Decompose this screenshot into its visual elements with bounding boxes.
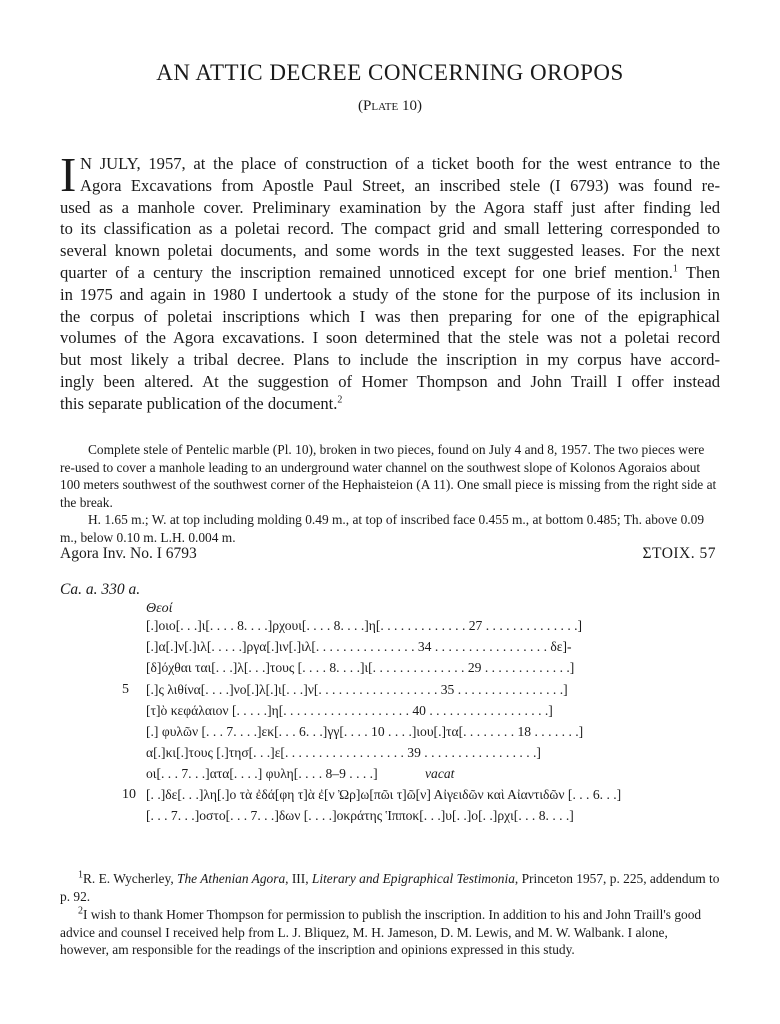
intro-line: several known poletai documents, and some words in the text suggested leases. For the next <box>60 241 720 261</box>
line-number-5: 5 <box>122 682 129 697</box>
footnote-1-text <box>60 870 720 905</box>
intro-line: used as a manhole cover. Preliminary examination by the Agora staff just after finding led <box>60 197 720 217</box>
intro-line-text: this separate publication of the document. <box>60 393 338 413</box>
intro-line <box>60 393 720 415</box>
intro-line-tail: Then <box>677 262 720 282</box>
inscription-line: [.]ς λιθίνα[. . . .]νο[.]λ[.]ι[. . .]ν[. . . . . . . . . . . . . . . . . . 35 . . . . . . . . . . . . . . . .] <box>146 682 568 697</box>
footnote-1-author: R. E. Wycherley, <box>83 871 178 886</box>
intro-line: to its classification as a poletai record. The compact grid and small lettering corresponded to <box>60 219 720 239</box>
line-number-10: 10 <box>122 787 136 802</box>
inscription-line: [.] φυλῶν [. . . 7. . . .]εκ[. . . 6. . .]γγ[. . . . 10 . . . .]ιου[.]τα[. . . . . . . . 18 . . . . . . .] <box>146 724 584 739</box>
footnote-1-number: 1 <box>78 869 83 881</box>
intro-line-text: quarter of a century the inscription remained unnoticed except for one brief mention. <box>60 262 673 282</box>
footnote-1-pages: , Princeton 1957, p. 225, addendum to p. 92. <box>60 871 720 904</box>
footnote-2 <box>60 906 720 959</box>
inscription-heading: Θεοί <box>146 601 173 616</box>
footnote-ref-2[interactable]: 2 <box>337 394 343 406</box>
intro-line: but most likely a tribal decree. Plans to include the inscription in my corpus have accord- <box>60 350 720 370</box>
inventory-number: Agora Inv. No. I 6793 <box>60 545 197 562</box>
inscription-line: οι[. . . 7. . .]ατα[. . . .] φυλη[. . . . 8–9 . . . .] <box>146 766 378 781</box>
inscription-line: [.]α[.]ν[.]ιλ[. . . . .]ργα[.]ιν[.]ιλ[. . . . . . . . . . . . . . . 34 . . . . . . . . . . . . . . . . . δε]- <box>146 639 572 654</box>
vacat-mark: vacat <box>425 766 455 781</box>
intro-line: in 1975 and again in 1980 I undertook a study of the stone for the purpose of its inclusion in <box>60 284 720 304</box>
intro-line: N JULY, 1957, at the place of construction of a ticket booth for the west entrance to the <box>80 154 720 173</box>
article-title: AN ATTIC DECREE CONCERNING OROPOS <box>156 60 624 85</box>
intro-line: the corpus of poletai inscriptions which I was then preparing for one of the epigraphical <box>60 306 720 326</box>
drop-cap: I <box>60 147 77 202</box>
inscription-line: [. . . 7. . .]οστο[. . . 7. . .]δων [. . . .]οκράτης Ἱπποκ[. . .]υ[. .]ο[. .]ρχι[. . . 8. . . .] <box>146 808 574 823</box>
footnote-2-number: 2 <box>78 905 83 917</box>
inscription-line: [δ]όχθαι ται[. . .]λ[. . .]τους [. . . . 8. . . .]ι[. . . . . . . . . . . . . . 29 . . . . . . . . . . . . .] <box>146 660 575 675</box>
inscription-line: [. .]δε[. . .]λη[.]ο τὰ ἐδά[φη τ]ὰ ἐ[ν Ὠρ]ω[πῶι τ]ῶ[ν] Αἰγειδῶν καὶ Αἰαντιδῶν [. . . 6. . .] <box>146 787 622 802</box>
footnote-1 <box>60 870 720 905</box>
intro-line: ingly been altered. At the suggestion of Homer Thompson and John Traill I offer instead <box>60 371 720 391</box>
intro-line <box>60 262 720 284</box>
footnote-1-volume: , III, <box>285 871 312 886</box>
dimensions-paragraph: H. 1.65 m.; W. at top including molding 0.49 m., at top of inscribed face 0.455 m., at bottom 0.485; Th. above 0.09 m., below 0.10 m. L.H. 0.004 m. <box>60 512 705 545</box>
footnote-1-subtitle: Literary and Epigraphical Testimonia <box>311 871 515 886</box>
plate-reference: (Plate 10) <box>358 98 422 114</box>
footnote-1-book: The Athenian Agora <box>177 871 286 886</box>
stoichedon-count: ΣΤΟΙΧ. 57 <box>642 545 716 562</box>
inscription-line: [τ]ὸ κεφάλαιον [. . . . .]η[. . . . . . . . . . . . . . . . . . . 40 . . . . . . . . . . . . . . . . . .] <box>146 703 553 718</box>
intro-paragraph <box>60 147 720 415</box>
inscription-line: [.]οιο[. . .]ι[. . . . 8. . . .]ρχουι[. . . . 8. . . .]η[. . . . . . . . . . . . . 27 . . . . . . . . . . . . . .] <box>146 618 583 633</box>
footnote-ref-1[interactable]: 1 <box>672 263 678 275</box>
inscription-line: α[.]κι[.]τους [.]τησ[. . .]ε[. . . . . . . . . . . . . . . . . . 39 . . . . . . . . . . . . . . . . .] <box>146 745 541 760</box>
intro-line: Agora Excavations from Apostle Paul Street, an inscribed stele (I 6793) was found re- <box>80 175 720 195</box>
description-paragraph: Complete stele of Pentelic marble (Pl. 10), broken in two pieces, found on July 4 and 8, 1957. The two pieces were re-used to cover a manhole leading to an underground water channel on the southwest slope of Kolonos Agoraios about 100 meters southwest of the southwest corner of the Hephaisteion (A 11). One small piece is missing from the right side at the break. <box>60 442 717 510</box>
inscription-date: Ca. a. 330 a. <box>60 581 141 598</box>
stone-description <box>60 441 720 546</box>
footnote-2-body: I wish to thank Homer Thompson for permission to publish the inscription. In addition to his and John Traill's good advice and counsel I received help from L. J. Bliquez, M. H. Jameson, D. M. Lewis, and M. W. Walbank. I alone, however, am responsible for the readings of the inscription and opinions expressed in this study. <box>60 907 702 958</box>
footnote-2-text <box>60 906 720 959</box>
intro-line: volumes of the Agora excavations. I soon determined that the stele was not a poletai record <box>60 328 720 348</box>
